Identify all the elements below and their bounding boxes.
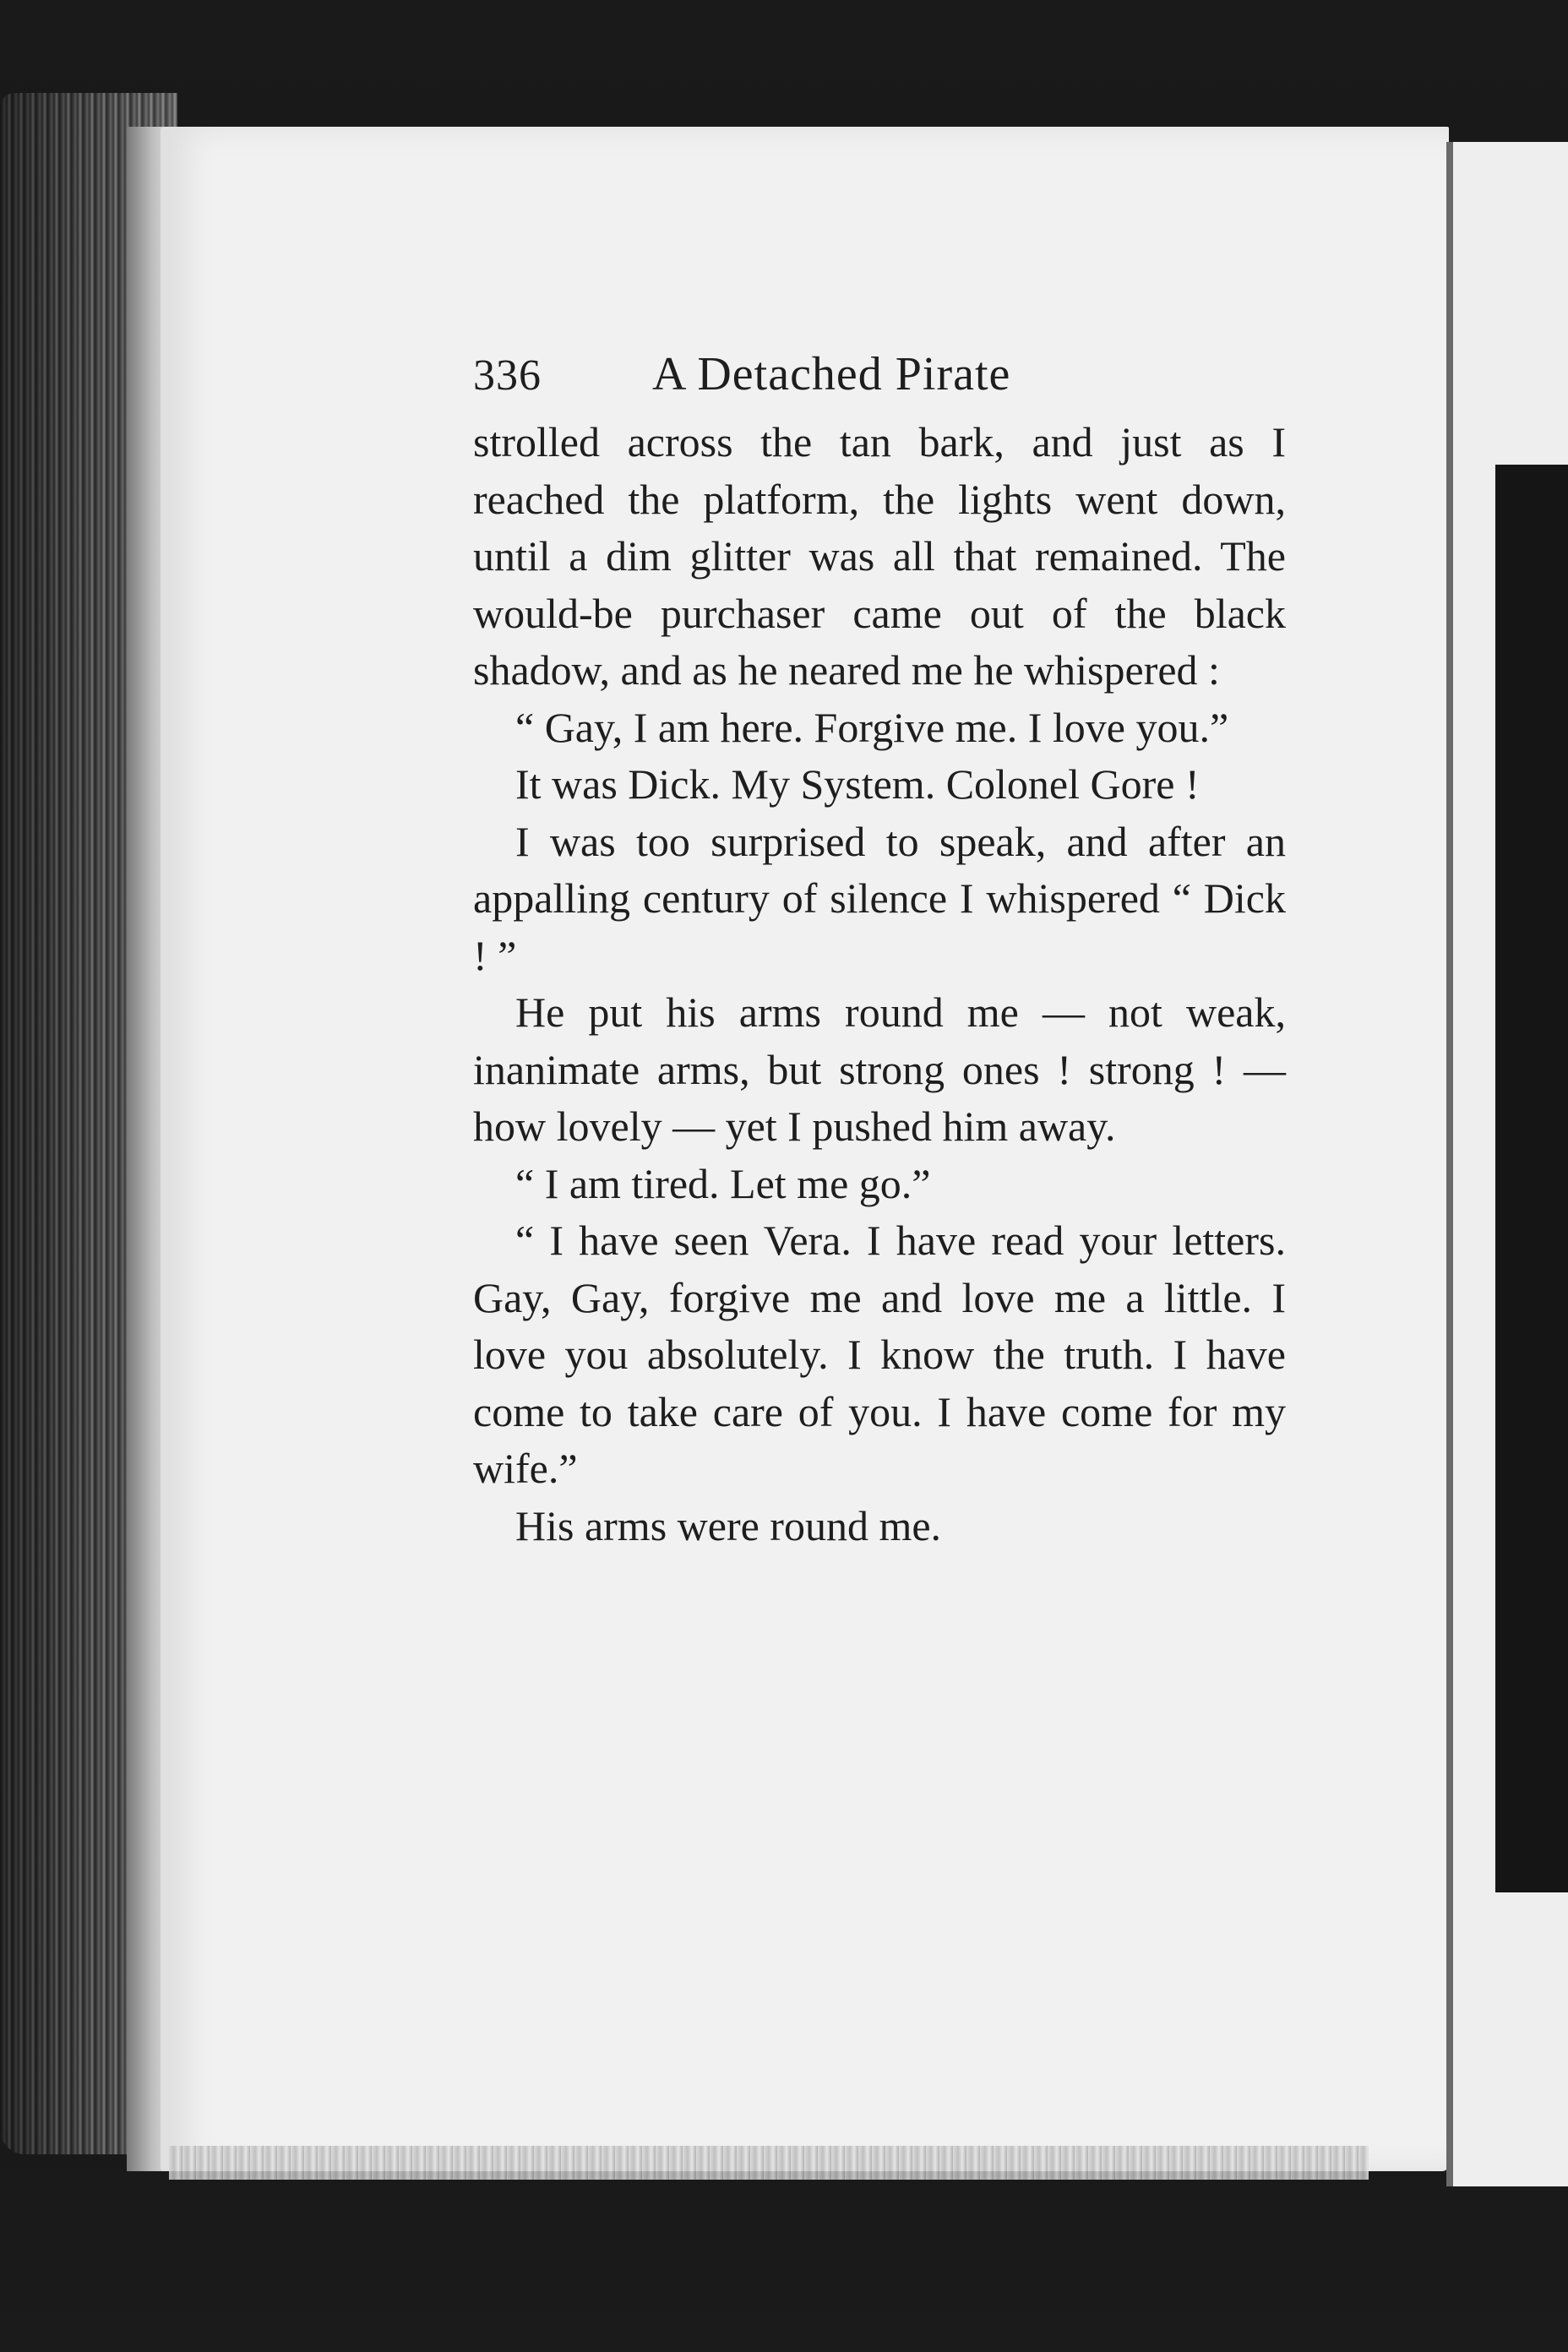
running-title: A Detached Pirate bbox=[652, 348, 1011, 400]
page-bottom-edge bbox=[169, 2146, 1369, 2180]
paragraph: “ I have seen Vera. I have read your letters. Gay, Gay, forgive me and love me a little. I love you absolutely. I know the truth. I have come to take care of you. I have come for my wife.” bbox=[473, 1217, 1286, 1492]
paragraph: His arms were round me. bbox=[515, 1501, 942, 1549]
paragraph: He put his arms round me — not weak, inanimate arms, but strong ones ! strong ! — how lovely — yet I pushed him away. bbox=[473, 988, 1286, 1150]
paragraph: It was Dick. My System. Colonel Gore ! bbox=[515, 760, 1200, 808]
page-number: 336 bbox=[473, 351, 542, 400]
facing-page-dark-area bbox=[1495, 465, 1568, 1892]
paragraph: “ Gay, I am here. Forgive me. I love you.” bbox=[515, 703, 1229, 751]
page-text bbox=[473, 346, 1286, 1554]
paragraph: strolled across the tan bark, and just as I reached the platform, the lights went down, until a dim glitter was all that remained. The would-be purchaser came out of the black shadow, and as he neared me he whispered : bbox=[473, 418, 1286, 694]
running-head bbox=[473, 346, 1286, 414]
paragraph: “ I am tired. Let me go.” bbox=[515, 1159, 931, 1207]
paragraph: I was too surprised to speak, and after an appalling century of silence I whispered “ Dick ! ” bbox=[473, 817, 1286, 979]
